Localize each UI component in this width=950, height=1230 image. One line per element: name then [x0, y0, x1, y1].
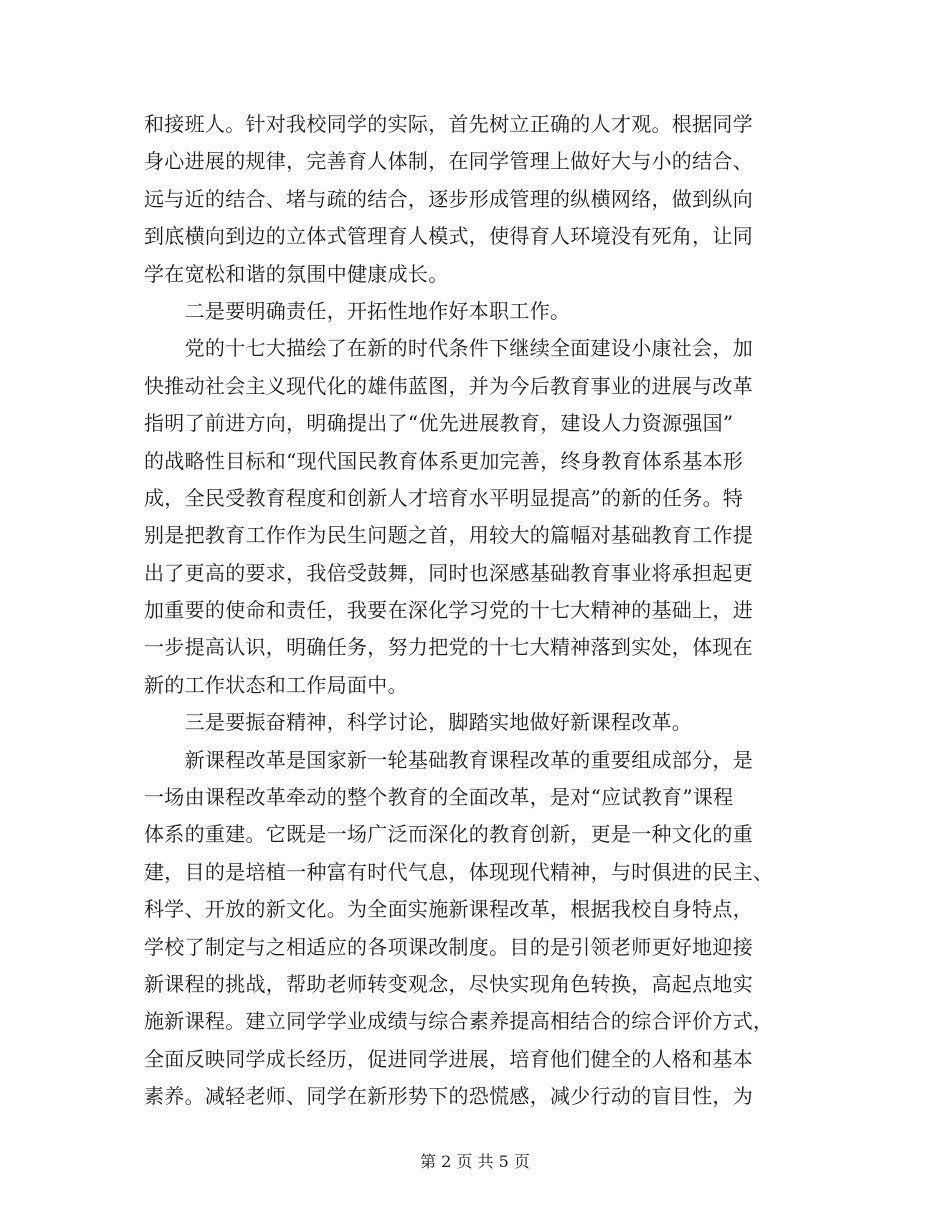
text-line: 素养。减轻老师、同学在新形势下的恐慌感，减少行动的盲目性，为 — [144, 1084, 753, 1109]
page-number-footer: 第 2 页 共 5 页 — [420, 1152, 530, 1171]
text-line: 一步提高认识，明确任务，努力把党的十七大精神落到实处，体现在 — [144, 635, 753, 660]
text-line: 三是要振奋精神，科学讨论，脚踏实地做好新课程改革。 — [144, 710, 693, 735]
body-text — [144, 106, 804, 1116]
text-line: 快推动社会主义现代化的雄伟蓝图，并为今后教育事业的进展与改革 — [144, 373, 753, 398]
text-line: 党的十七大描绘了在新的时代条件下继续全面建设小康社会，加 — [144, 336, 753, 361]
text-line: 新课程改革是国家新一轮基础教育课程改革的重要组成部分，是 — [144, 747, 753, 772]
text-line: 出了更高的要求，我倍受鼓舞，同时也深感基础教育事业将承担起更 — [144, 560, 753, 585]
text-line: 新课程的挑战，帮助老师转变观念，尽快实现角色转换，高起点地实 — [144, 971, 753, 996]
text-line: 成，全民受教育程度和创新人才培育水平明显提高”的新的任务。特 — [144, 485, 744, 510]
text-line: 的战略性目标和“现代国民教育体系更加完善，终身教育体系基本形 — [144, 448, 744, 473]
text-line: 体系的重建。它既是一场广泛而深化的教育创新，更是一种文化的重 — [144, 822, 753, 847]
text-line: 指明了前进方向，明确提出了“优先进展教育，建设人力资源强国” — [144, 411, 734, 436]
text-line: 一场由课程改革牵动的整个教育的全面改革，是对“应试教育”课程 — [144, 785, 734, 810]
text-line: 学在宽松和谐的氛围中健康成长。 — [144, 261, 449, 286]
text-line: 身心进展的规律，完善育人体制，在同学管理上做好大与小的结合、 — [144, 149, 753, 174]
text-line: 学校了制定与之相适应的各项课改制度。目的是引领老师更好地迎接 — [144, 934, 753, 959]
text-line: 加重要的使命和责任，我要在深化学习党的十七大精神的基础上，进 — [144, 598, 753, 623]
text-line: 科学、开放的新文化。为全面实施新课程改革，根据我校自身特点， — [144, 897, 753, 922]
text-line: 别是把教育工作作为民生问题之首，用较大的篇幅对基础教育工作提 — [144, 523, 753, 548]
text-line: 全面反映同学成长经历，促进同学进展，培育他们健全的人格和基本 — [144, 1046, 753, 1071]
text-line: 施新课程。建立同学学业成绩与综合素养提高相结合的综合评价方式， — [144, 1009, 774, 1034]
text-line: 到底横向到边的立体式管理育人模式，使得育人环境没有死角，让同 — [144, 224, 753, 249]
text-line: 二是要明确责任，开拓性地作好本职工作。 — [144, 298, 571, 323]
text-line: 建，目的是培植一种富有时代气息，体现现代精神，与时俱进的民主、 — [144, 859, 774, 884]
text-line: 新的工作状态和工作局面中。 — [144, 672, 408, 697]
text-line: 和接班人。针对我校同学的实际，首先树立正确的人才观。根据同学 — [144, 112, 753, 136]
text-line: 远与近的结合、堵与疏的结合，逐步形成管理的纵横网络，做到纵向 — [144, 186, 753, 211]
